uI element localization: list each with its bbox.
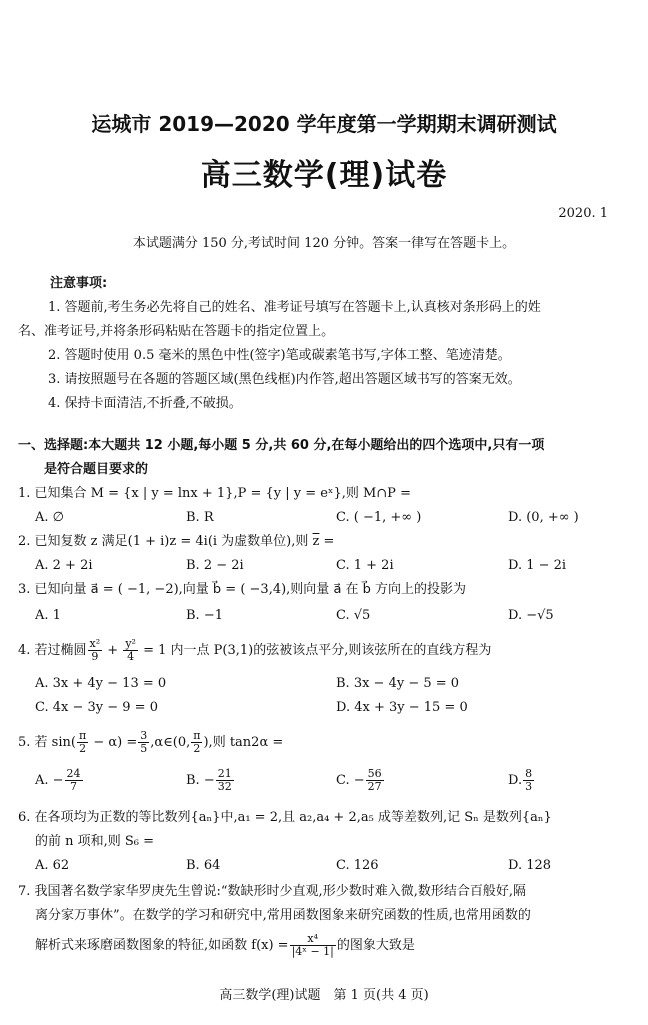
question-2-stem-text: 2. 已知复数 z 满足(1 + i)z = 4i(i 为虚数单位),则 (18, 534, 309, 549)
section-1-heading-line-1: 一、选择题:本大题共 12 小题,每小题 5 分,共 60 分,在每小题给出的四个选项中,只有一项 (18, 438, 545, 453)
question-4-plus: + (103, 643, 123, 658)
question-6-option-d: D. 128 (508, 858, 552, 873)
question-1-option-c: C. ( −1, +∞ ) (336, 510, 422, 525)
question-1-stem: 1. 已知集合 M = {x | y = lnx + 1},P = {y | y = eˣ},则 M∩P = (18, 486, 411, 501)
question-4-stem-start: 4. 若过椭圆 (18, 643, 87, 658)
fraction-numerator: 24 (66, 767, 81, 780)
fraction-numerator: x⁴ (290, 933, 336, 946)
option-fraction (65, 768, 83, 793)
option-fraction (523, 768, 534, 793)
question-1-option-a: A. ∅ (35, 510, 64, 525)
question-1-option-b: B. R (186, 510, 214, 525)
fraction-numerator: x² (89, 637, 101, 650)
fraction-numerator: 8 (525, 767, 533, 780)
question-6-option-b: B. 64 (186, 858, 221, 873)
question-7-stem-line-1: 7. 我国著名数学家华罗庚先生曾说:“数缺形时少直观,形少数时难入微,数形结合百般好,隔 (18, 884, 526, 899)
question-2-option-c: C. 1 + 2i (336, 558, 394, 573)
question-3-option-b: B. −1 (186, 608, 223, 623)
notes-heading: 注意事项: (50, 276, 108, 291)
question-5-stem-d: ),则 tan2α = (203, 735, 284, 750)
exam-subject-title: 高三数学(理)试卷 (200, 158, 448, 193)
question-2-option-d: D. 1 − 2i (508, 558, 567, 573)
question-4-option-c: C. 4x − 3y − 9 = 0 (35, 700, 158, 715)
fraction-denominator: 2 (193, 742, 201, 755)
fraction-denominator: 9 (91, 650, 99, 663)
question-5-fraction-pi-half-2 (191, 730, 202, 755)
option-fraction (366, 768, 384, 793)
fraction-numerator: 21 (217, 767, 232, 780)
note-item-3: 3. 请按照题号在各题的答题区域(黑色线框)内作答,超出答题区域书写的答案无效。 (48, 372, 521, 387)
question-3-stem: 3. 已知向量 a⃗ = ( −1, −2),向量 b⃗ = ( −3,4),则向量 a⃗ 在 b⃗ 方向上的投影为 (18, 582, 467, 597)
question-6-option-c: C. 126 (336, 858, 379, 873)
note-item-1-line-1: 1. 答题前,考生务必先将自己的姓名、准考证号填写在答题卡上,认真核对条形码上的姓 (48, 300, 541, 315)
question-4-fraction-y (123, 638, 138, 663)
fraction-denominator: 5 (140, 742, 148, 755)
page-footer: 高三数学(理)试题 第 1 页(共 4 页) (219, 988, 429, 1003)
question-1-option-d: D. (0, +∞ ) (508, 510, 579, 525)
fraction-denominator: 4 (127, 650, 135, 663)
question-2-stem-end: = (319, 534, 335, 549)
option-fraction (216, 768, 234, 793)
question-6-stem-line-2: 的前 n 项和,则 S₆ = (35, 834, 155, 849)
fraction-denominator: 27 (367, 780, 382, 793)
question-3-option-d: D. −√5 (508, 608, 554, 623)
question-7-function-fraction (290, 933, 336, 958)
fraction-denominator: 32 (217, 780, 232, 793)
question-4-stem-end: = 1 内一点 P(3,1)的弦被该点平分,则该弦所在的直线方程为 (138, 643, 492, 658)
question-5-option-b (186, 768, 235, 793)
question-5-stem-a: 5. 若 sin( (18, 735, 76, 750)
question-5-fraction-three-fifths (138, 730, 149, 755)
question-4-option-d: D. 4x + 3y − 15 = 0 (336, 700, 468, 715)
option-label: A. − (35, 773, 64, 788)
fraction-denominator: 3 (525, 780, 533, 793)
question-7-stem-text: 解析式来琢磨函数图象的特征,如函数 f(x) = (35, 938, 289, 953)
question-3-option-c: C. √5 (336, 608, 371, 623)
fraction-numerator: 56 (367, 767, 382, 780)
question-2-stem (18, 534, 334, 550)
question-5-stem-c: ,α∈(0, (150, 735, 191, 750)
question-5-option-c (336, 768, 385, 793)
question-4-fraction-x (88, 638, 103, 663)
question-5-stem (18, 730, 283, 756)
question-6-option-a: A. 62 (35, 858, 70, 873)
question-2-conjugate-z: $\overline{z}$ (312, 534, 320, 549)
question-5-option-a (35, 768, 84, 793)
question-2-option-a: A. 2 + 2i (35, 558, 93, 573)
question-2-option-b: B. 2 − 2i (186, 558, 244, 573)
fraction-denominator: 7 (70, 780, 78, 793)
fraction-numerator: π (78, 729, 87, 742)
question-5-fraction-pi-half (77, 730, 88, 755)
exam-date: 2020. 1 (558, 206, 608, 221)
note-item-1-line-2: 名、准考证号,并将条形码粘贴在答题卡的指定位置上。 (18, 324, 335, 339)
fraction-denominator: 2 (79, 742, 87, 755)
note-item-2: 2. 答题时使用 0.5 毫米的黑色中性(签字)笔或碳素笔书写,字体工整、笔迹清楚。 (48, 348, 511, 363)
question-7-stem-line-2: 离分家万事休”。在数学的学习和研究中,常用函数图象来研究函数的性质,也常用函数的 (35, 908, 531, 923)
question-7-stem-end: 的图象大致是 (336, 938, 415, 953)
question-5-option-d (508, 768, 535, 793)
question-5-stem-b: − α) = (89, 735, 138, 750)
question-4-option-b: B. 3x − 4y − 5 = 0 (336, 676, 460, 691)
option-label: C. − (336, 773, 365, 788)
question-3-option-a: A. 1 (35, 608, 61, 623)
fraction-numerator: π (193, 729, 201, 742)
question-7-stem-line-3 (35, 932, 415, 960)
note-item-4: 4. 保持卡面清洁,不折叠,不破损。 (48, 396, 242, 411)
option-label: D. (508, 773, 523, 788)
section-1-heading-line-2: 是符合题目要求的 (44, 462, 149, 477)
fraction-denominator: |4ˣ − 1| (291, 945, 334, 958)
option-label: B. − (186, 773, 215, 788)
fraction-numerator: 3 (140, 729, 148, 742)
question-4-option-a: A. 3x + 4y − 13 = 0 (35, 676, 167, 691)
fraction-numerator: y² (125, 637, 136, 650)
exam-header-title: 运城市 2019—2020 学年度第一学期期末调研测试 (91, 112, 557, 136)
question-4-stem (18, 638, 491, 664)
question-6-stem-line-1: 6. 在各项均为正数的等比数列{aₙ}中,a₁ = 2,且 a₂,a₄ + 2,a₅ 成等差数列,记 Sₙ 是数列{aₙ} (18, 810, 552, 825)
exam-intro: 本试题满分 150 分,考试时间 120 分钟。答案一律写在答题卡上。 (132, 236, 516, 251)
